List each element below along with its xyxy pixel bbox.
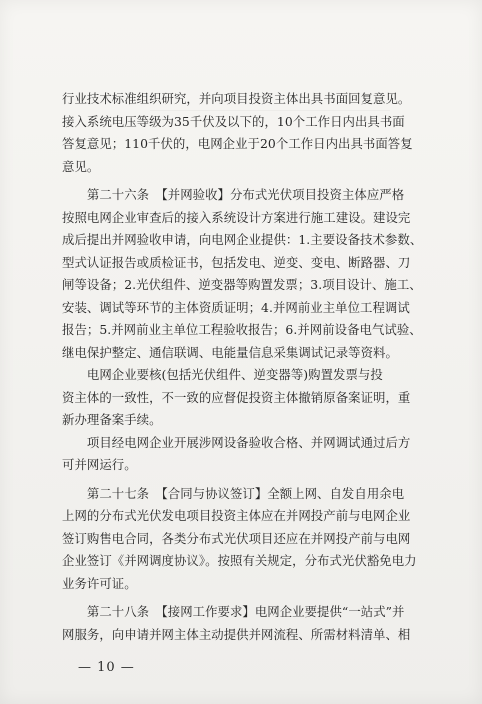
text-line: 闸等设备；2.光伏组件、逆变器等购置发票；3.项目设计、施工、 [62,277,422,292]
text-line: 可并网运行。 [62,457,137,472]
text-line: 接入系统电压等级为35千伏及以下的，10个工作日内出具书面 [62,113,405,129]
article-26-heading-line: 第二十六条 【并网验收】分布式光伏项目投资主体应严格 [62,187,405,202]
text-line: 企业签订《并网调度协议》。按照有关规定，分布式光伏豁免电力 [62,553,417,568]
text-line: 新办理备案手续。 [62,412,162,427]
text-line: 安装、调试等环节的主体资质证明；4.并网前业主单位工程调试 [62,299,410,315]
text-line: 行业技术标准组织研究，并向项目投资主体出具书面回复意见。 [62,91,411,106]
text-line: 型式认证报告或质检证书，包括发电、逆变、变电、断路器、刀 [62,254,411,270]
text-line: 意见。 [62,158,100,174]
text-line: 继电保护整定、通信联调、电能量信息采集调试记录等资料。 [62,344,398,360]
page-number: — 10 — [78,660,135,675]
text-line: 项目经电网企业开展涉网设备验收合格、并网调试通过后方 [62,434,411,450]
text-line: 上网的分布式光伏发电项目投资主体应在并网投产前与电网企业 [62,508,411,523]
text-line: 电网企业要核(包括光伏组件、逆变器等)购置发票与投 [62,367,383,382]
text-line: 签订购售电合同，各类分布式光伏项目还应在并网投产前与电网 [62,530,411,546]
text-line: 网服务，向申请并网主体主动提供并网流程、所需材料清单、相 [62,626,411,642]
text-line: 报告；5.并网前业主单位工程验收报告；6.并网前设备电气试验、 [62,322,422,337]
document-body [62,88,432,646]
article-27-heading-line: 第二十七条 【合同与协议签订】全额上网、自发自用余电 [62,485,405,501]
text-line: 业务许可证。 [62,575,137,591]
text-line: 资主体的一致性，不一致的应督促投资主体撤销原备案证明，重 [62,389,411,405]
text-line: 按照电网企业审查后的接入系统设计方案进行施工建设。建设完 [62,209,411,225]
article-28-heading-line: 第二十八条 【接网工作要求】电网企业要提供“一站式”并 [62,604,405,619]
text-line: 成后提出并网验收申请，向电网企业提供：1.主要设备技术参数、 [62,232,423,247]
text-line: 答复意见；110千伏的，电网企业于20个工作日内出具书面答复 [62,136,413,151]
